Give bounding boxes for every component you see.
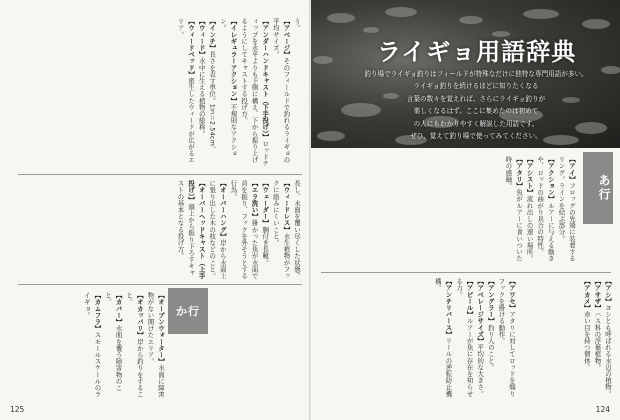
- glossary-term: 【オーバーハング】: [218, 180, 227, 240]
- lead-line: 楽しくなるはず。ここに集めたのは初めて: [413, 107, 539, 116]
- glossary-definition: ハス科の浮葉植物。: [593, 311, 602, 371]
- glossary-entry: [485, 278, 496, 400]
- glossary-definition: ヨシとも呼ばれる水辺の植物。: [604, 304, 612, 397]
- right-lower-columns: [321, 278, 517, 400]
- article-title: ライギョ用語辞典: [377, 38, 577, 66]
- glossary-term: 【アサザ】: [593, 278, 602, 311]
- glossary-entry: [175, 180, 207, 280]
- glossary-definition: 赤い目を持つ個体。: [582, 311, 591, 371]
- glossary-entry: [453, 278, 474, 400]
- glossary-definition: ルアーに与える動きや、ロッドの曲がり具合の特性。: [536, 156, 555, 262]
- section-header-a-gyo: あ行: [583, 152, 613, 224]
- left-bottom-columns-2: [212, 292, 302, 400]
- right-divider-1: [321, 272, 611, 273]
- page-number-right: 124: [595, 405, 610, 414]
- glossary-entry: [102, 292, 123, 400]
- glossary-definition: スモールスケールのライギョ。: [82, 292, 102, 398]
- left-lower-columns: [18, 180, 302, 280]
- glossary-term: 【オカッパリ】: [135, 292, 144, 339]
- right-bottom-columns: [521, 278, 613, 400]
- glossary-term: 【ウィードレス】: [282, 180, 291, 233]
- glossary-term: 【アンチリバース】: [444, 278, 453, 338]
- glossary-definition: 不規則なアクション。: [218, 18, 238, 157]
- glossary-definition: 平均的な大きさ。: [476, 344, 485, 397]
- glossary-term: 【エラ洗い】: [250, 180, 259, 220]
- page-number-left: 125: [10, 405, 25, 414]
- glossary-definition: 魚がルアーに食いついた時の感触。: [504, 156, 524, 262]
- glossary-entry: [602, 278, 613, 400]
- glossary-entry: [260, 180, 271, 280]
- glossary-term: 【アベレージサイズ】: [476, 278, 485, 344]
- glossary-definition: 頭上から振り下ろすキャストの基本となる投げ方。: [176, 180, 196, 276]
- glossary-entry: [145, 292, 166, 400]
- glossary-definition: 長し、水面を覆い尽くした状態。: [293, 180, 301, 279]
- glossary-term: 【イレギュラーアクション】: [229, 18, 238, 104]
- glossary-entry: [291, 180, 302, 280]
- glossary-definition: 水中に生える植物の総称。: [197, 57, 206, 137]
- glossary-entry: [228, 180, 260, 280]
- left-upper-columns: [18, 18, 302, 168]
- glossary-term: 【アシ】: [604, 278, 612, 305]
- glossary-entry: [496, 278, 517, 400]
- glossary-term: 【アカメ】: [582, 278, 591, 311]
- glossary-term: 【オーバーヘッドキャスト（上手投げ）】: [187, 180, 206, 279]
- glossary-term: 【アイ】: [568, 156, 576, 183]
- glossary-entry: [270, 18, 291, 168]
- glossary-entry: [556, 156, 577, 268]
- glossary-entry: [175, 18, 196, 168]
- left-bottom-columns: [18, 292, 166, 400]
- glossary-definition: 岸から釣りをすること。: [125, 292, 144, 398]
- article-lead: [351, 68, 601, 142]
- glossary-definition: 胴付き長靴。: [261, 226, 270, 266]
- glossary-term: 【カムフラ】: [93, 292, 102, 332]
- glossary-term: 【アングラー】: [486, 278, 495, 325]
- glossary-entry: [238, 18, 270, 168]
- glossary-term: 【アワセ】: [508, 278, 516, 311]
- lead-line: ライギョ釣りを続けるほどに知りたくなる: [413, 82, 539, 91]
- right-page: [311, 0, 620, 420]
- hero-photo: [311, 0, 620, 148]
- glossary-entry: [270, 180, 291, 280]
- glossary-entry: [291, 18, 302, 168]
- glossary-term: 【アタリ】: [515, 156, 524, 189]
- glossary-definition: 流れ出しの速い場所。: [525, 195, 534, 262]
- glossary-definition: 釣り人のこと。: [486, 324, 495, 371]
- glossary-definition: ロッドティップを水平よりも下側に構え、下から振り上げるようにしてキャストする投げ方。: [240, 18, 270, 167]
- glossary-definition: 水生植物がフックに絡みにくいこと。: [271, 180, 291, 280]
- left-page: [0, 0, 309, 420]
- glossary-entry: [503, 156, 524, 268]
- glossary-term: 【オープンウォーター】: [157, 292, 165, 365]
- glossary-entry: [524, 156, 535, 268]
- glossary-definition: 掛かった魚が水面で首を振り、フックを外そうとする行為。: [229, 180, 259, 280]
- glossary-definition: 水面を覆う障害物のこと。: [104, 292, 123, 391]
- glossary-entry: [581, 278, 592, 400]
- glossary-term: 【インチ】: [208, 18, 217, 51]
- glossary-term: 【アベージ】: [282, 18, 291, 58]
- glossary-definition: 水面に障害物がない開けたエリア。: [146, 292, 165, 398]
- glossary-entry: [535, 156, 556, 268]
- glossary-term: 【アピール】: [465, 278, 474, 318]
- glossary-definition: そのフィールドで釣れるライギョの平均サイズ。: [271, 18, 291, 164]
- glossary-term: 【アンダーハンドキャスト（下手投げ）】: [261, 18, 270, 141]
- lead-line: ぜひ、覚えて釣り場で使ってみてください。: [410, 132, 542, 141]
- lead-line: の人にもわかりやすく解説した用語です。: [413, 119, 539, 128]
- glossary-definition: アタリに対してロッドを煽りフックを掛ける動作。: [497, 278, 516, 397]
- glossary-entry: [432, 278, 453, 400]
- glossary-term: 【アクション】: [546, 156, 555, 203]
- glossary-definition: 長さを表す単位。1in＝2.54cm。: [208, 51, 217, 153]
- left-divider-1: [18, 174, 302, 175]
- glossary-entry: [475, 278, 486, 400]
- glossary-entry: [81, 292, 102, 400]
- glossary-term: 【ウェーダー】: [261, 180, 270, 227]
- glossary-definition: ルアーが魚に存在を知らせる力。: [455, 278, 474, 397]
- lead-line: 釣り場でライギョ釣りはフィールドが特殊なだけに独特な専門用語が多い。: [364, 70, 588, 78]
- glossary-definition: リールの逆転防止機構。: [433, 278, 453, 397]
- left-divider-2: [18, 284, 302, 285]
- glossary-entry: [196, 18, 207, 168]
- section-header-ka-gyo: か行: [168, 288, 208, 334]
- glossary-definition: う。: [293, 18, 301, 32]
- glossary-term: 【ウィードベッド】: [187, 18, 196, 78]
- glossary-entry: [592, 278, 603, 400]
- glossary-entry: [217, 18, 238, 168]
- glossary-entry: [207, 180, 228, 280]
- glossary-entry: [207, 18, 218, 168]
- right-upper-columns: [321, 156, 577, 268]
- glossary-term: 【ウィード】: [197, 18, 206, 58]
- glossary-term: 【アシスト】: [525, 156, 534, 196]
- lead-line: 言葉の数々を覚えれば、さらにライギョ釣りが: [406, 94, 546, 103]
- glossary-definition: 密生したウィードが広がるエリア。: [176, 18, 196, 164]
- glossary-term: 【カバー】: [114, 292, 123, 325]
- glossary-entry: [124, 292, 145, 400]
- glossary-definition: 岸から水面上に張り出した木の枝などのこと。: [208, 180, 227, 280]
- glossary-definition: フロッグの先端に装着するリング。ラインを結ぶ部分。: [557, 156, 576, 262]
